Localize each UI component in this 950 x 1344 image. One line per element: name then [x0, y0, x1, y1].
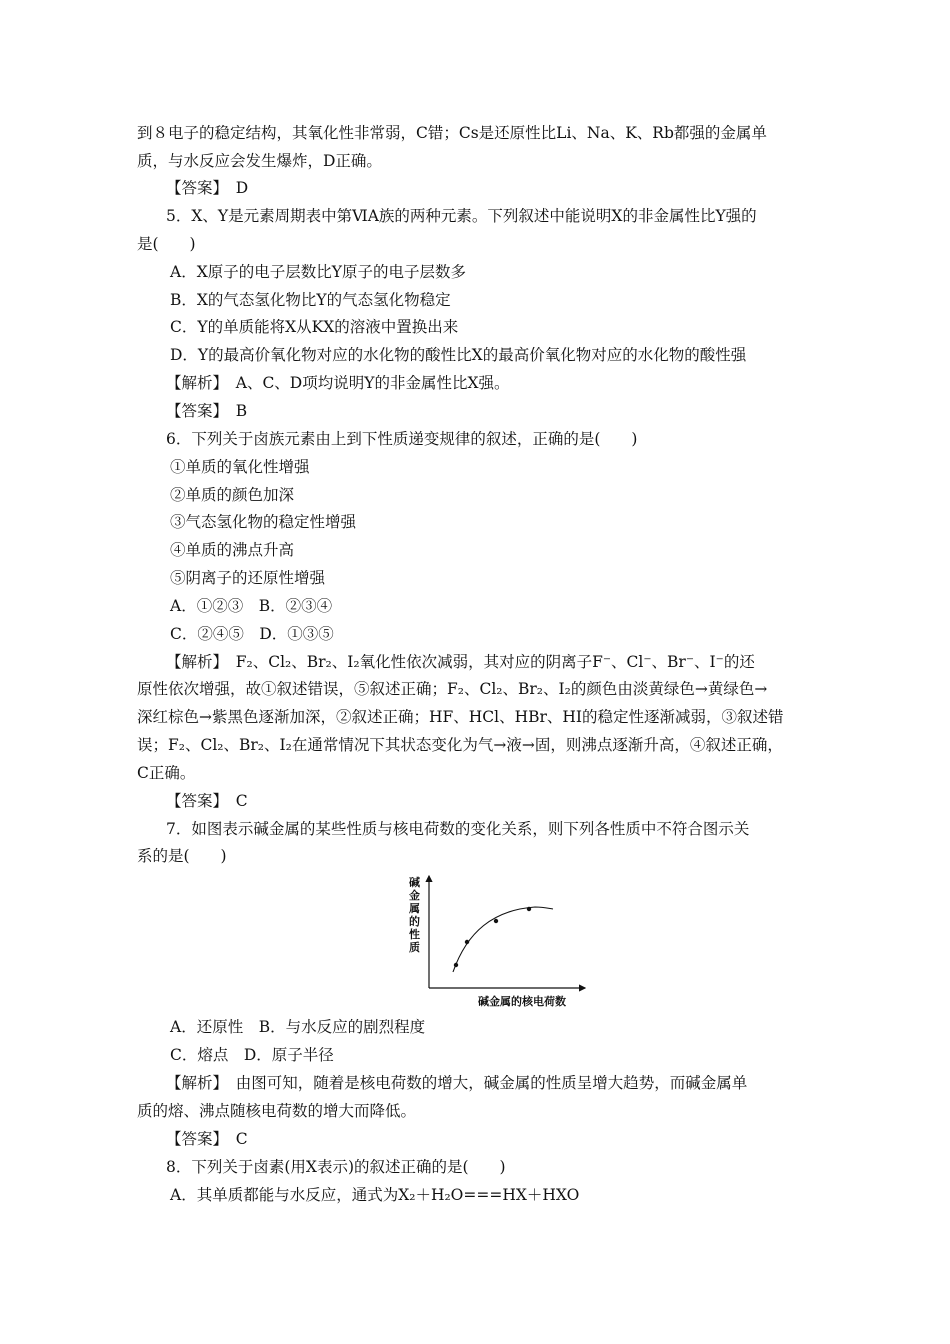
data-point — [494, 919, 498, 923]
question-7-stem: 系的是( ) — [137, 847, 227, 865]
y-axis-label-char: 碱 — [409, 877, 420, 889]
question-5-stem: 是( ) — [137, 235, 196, 253]
text-line: 到８电子的稳定结构，其氧化性非常弱，C错；Cs是还原性比Li、Na、K、Rb都强的金属单 — [137, 124, 767, 142]
answer-line: 【答案】 C — [166, 792, 248, 810]
analysis-line: 【解析】 由图可知，随着是核电荷数的增大，碱金属的性质呈增大趋势，而碱金属单 — [166, 1074, 748, 1092]
analysis-line: 原性依次增强，故①叙述错误，⑤叙述正确；F₂、Cl₂、Br₂、I₂的颜色由淡黄绿色→黄绿色→ — [137, 680, 768, 698]
options-line: C．②④⑤ D．①③⑤ — [170, 625, 334, 643]
answer-line: 【答案】 D — [166, 179, 249, 197]
option-c: C．Y的单质能将X从KX的溶液中置换出来 — [170, 318, 459, 336]
analysis-line: 质的熔、沸点随核电荷数的增大而降低。 — [137, 1102, 417, 1120]
options-line: C．熔点 D．原子半径 — [170, 1046, 334, 1064]
statement-item: ④单质的沸点升高 — [170, 541, 295, 559]
x-axis-label: 碱金属的核电荷数 — [478, 996, 566, 1007]
question-6-stem: 6．下列关于卤族元素由上到下性质递变规律的叙述，正确的是( ) — [166, 430, 638, 448]
y-axis-label-char: 性 — [409, 929, 420, 941]
property-vs-charge-figure — [405, 872, 590, 1007]
analysis-line: 误；F₂、Cl₂、Br₂、I₂在通常情况下其状态变化为气→液→固，则沸点逐渐升高，④叙述正确， — [137, 736, 783, 754]
y-axis-label-char: 属 — [409, 903, 420, 915]
option-b: B．X的气态氢化物比Y的气态氢化物稳定 — [170, 291, 451, 309]
trend-curve — [453, 907, 553, 972]
statement-item: ⑤阴离子的还原性增强 — [170, 569, 326, 587]
question-8-stem: 8．下列关于卤素(用X表示)的叙述正确的是( ) — [166, 1158, 506, 1176]
options-line: A．还原性 B．与水反应的剧烈程度 — [170, 1018, 426, 1036]
question-7-stem: 7．如图表示碱金属的某些性质与核电荷数的变化关系，则下列各性质中不符合图示关 — [166, 820, 750, 838]
analysis-line: 【解析】 A、C、D项均说明Y的非金属性比X强。 — [166, 374, 510, 392]
options-line: A．①②③ B．②③④ — [170, 597, 333, 615]
answer-line: 【答案】 B — [166, 402, 248, 420]
y-axis-label-char: 金 — [409, 890, 420, 902]
analysis-line: C正确。 — [137, 764, 196, 782]
data-point — [454, 963, 458, 967]
statement-item: ①单质的氧化性增强 — [170, 458, 310, 476]
data-point — [465, 940, 469, 944]
question-5-stem: 5．X、Y是元素周期表中第ⅥA族的两种元素。下列叙述中能说明X的非金属性比Y强的 — [166, 207, 757, 225]
statement-item: ②单质的颜色加深 — [170, 486, 295, 504]
figure-svg — [405, 872, 590, 1007]
y-axis-label-char: 质 — [409, 942, 420, 954]
answer-line: 【答案】 C — [166, 1130, 248, 1148]
option-d: D．Y的最高价氧化物对应的水化物的酸性比X的最高价氧化物对应的水化物的酸性强 — [170, 346, 747, 364]
analysis-line: 深红棕色→紫黑色逐渐加深，②叙述正确；HF、HCl、HBr、HI的稳定性逐渐减弱，③叙述错 — [137, 708, 784, 726]
y-axis-label-char: 的 — [409, 916, 420, 928]
option-a: A．X原子的电子层数比Y原子的电子层数多 — [170, 263, 466, 281]
data-point — [527, 907, 531, 911]
option-a: A．其单质都能与水反应，通式为X₂＋H₂O===HX＋HXO — [170, 1186, 580, 1204]
text-line: 质，与水反应会发生爆炸，D正确。 — [137, 152, 382, 170]
analysis-line: 【解析】 F₂、Cl₂、Br₂、I₂氧化性依次减弱，其对应的阴离子F⁻、Cl⁻、Br⁻、I⁻的还 — [166, 653, 755, 671]
statement-item: ③气态氢化物的稳定性增强 — [170, 513, 357, 531]
